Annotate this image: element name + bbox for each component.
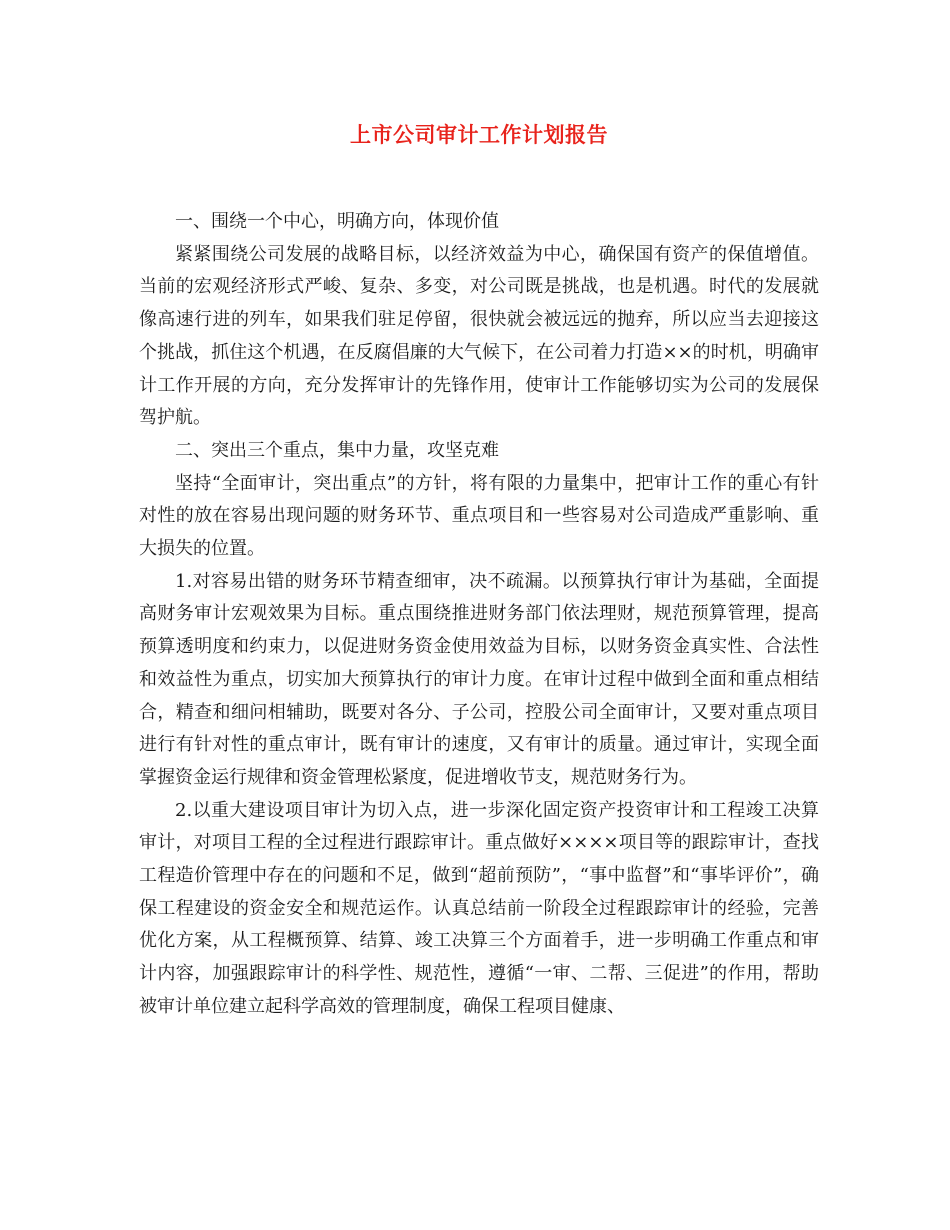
numbered-paragraph-1: 1.对容易出错的财务环节精查细审，决不疏漏。以预算执行审计为基础，全面提高财务审计宏观效果为目标。重点围绕推进财务部门依法理财，规范预算管理，提高预算透明度和约束力，以促进财务资金使用效益为目标，以财务资金真实性、合法性和效益性为重点，切实加大预算执行的审计力度。在审计过程中做到全面和重点相结合，精查和细问相辅助，既要对各分、子公司，控股公司全面审计，又要对重点项目进行有针对性的重点审计，既有审计的速度，又有审计的质量。通过审计，实现全面掌握资金运行规律和资金管理松紧度，促进增收节支，规范财务行为。 — [139, 570, 819, 788]
section-heading-2: 二、突出三个重点，集中力量，攻坚克难 — [175, 439, 499, 461]
numbered-paragraph-2: 2.以重大建设项目审计为切入点，进一步深化固定资产投资审计和工程竣工决算审计，对项目工程的全过程进行跟踪审计。重点做好××××项目等的跟踪审计，查找工程造价管理中存在的问题和不足，做到“超前预防”，“事中监督”和“事毕评价”，确保工程建设的资金安全和规范运作。认真总结前一阶段全过程跟踪审计的经验，完善优化方案，从工程概预算、结算、竣工决算三个方面着手，进一步明确工作重点和审计内容，加强跟踪审计的科学性、规范性，遵循“一审、二帮、三促进”的作用，帮助被审计单位建立起科学高效的管理制度，确保工程项目健康、 — [139, 799, 819, 1017]
document-page — [139, 112, 819, 1024]
section-heading-1: 一、围绕一个中心，明确方向，体现价值 — [175, 211, 499, 232]
body-paragraph: 坚持“全面审计，突出重点”的方针，将有限的力量集中，把审计工作的重心有针对性的放在容易出现问题的财务环节、重点项目和一些容易对公司造成严重影响、重大损失的位置。 — [139, 472, 819, 560]
body-paragraph: 紧紧围绕公司发展的战略目标，以经济效益为中心，确保国有资产的保值增值。当前的宏观经济形式严峻、复杂、多变，对公司既是挑战，也是机遇。时代的发展就像高速行进的列车，如果我们驻足停留，很快就会被远远的抛弃，所以应当去迎接这个挑战，抓住这个机遇，在反腐倡廉的大气候下，在公司着力打造××的时机，明确审计工作开展的方向，充分发挥审计的先锋作用，使审计工作能够切实为公司的发展保驾护航。 — [139, 243, 819, 429]
document-title: 上市公司审计工作计划报告 — [350, 123, 608, 147]
